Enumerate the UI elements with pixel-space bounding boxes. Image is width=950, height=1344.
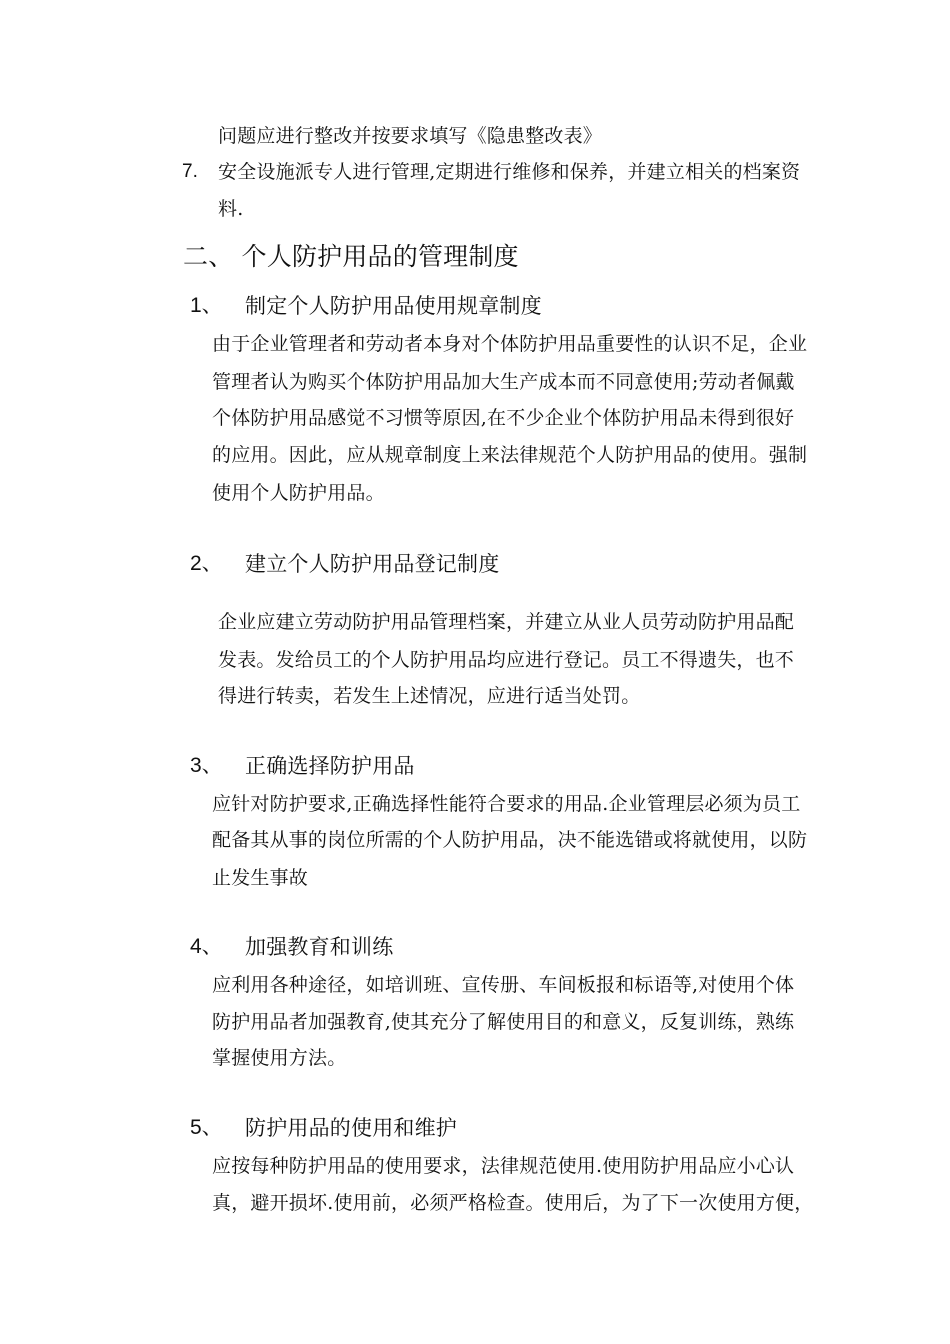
paragraph-line: 配备其从事的岗位所需的个人防护用品，决不能选错或将就使用，以防 [212,829,808,851]
paragraph-line: 防护用品者加强教育,使其充分了解使用目的和意义，反复训练，熟练 [212,1011,795,1033]
subsection-number: 1、 [190,294,223,317]
subsection-heading: 制定个人防护用品使用规章制度 [245,294,542,318]
list-item-number: 7. [182,161,198,182]
subsection-number: 5、 [190,1116,223,1139]
section-title: 二、 个人防护用品的管理制度 [183,242,519,271]
paragraph-line: 由于企业管理者和劳动者本身对个体防护用品重要性的认识不足，企业 [212,333,808,355]
paragraph-line: 止发生事故 [212,867,309,889]
paragraph-line: 发表。发给员工的个人防护用品均应进行登记。员工不得遗失，也不 [218,649,795,671]
subsection-heading: 防护用品的使用和维护 [245,1116,457,1140]
continued-text-line: 问题应进行整改并按要求填写《隐患整改表》 [218,125,603,147]
subsection-number: 2、 [190,552,223,575]
paragraph-line: 应针对防护要求,正确选择性能符合要求的用品.企业管理层必须为员工 [212,793,801,815]
paragraph-line: 的应用。因此，应从规章制度上来法律规范个人防护用品的使用。强制 [212,444,808,466]
paragraph-line: 应利用各种途径，如培训班、宣传册、车间板报和标语等,对使用个体 [212,974,795,996]
subsection-heading: 正确选择防护用品 [245,754,415,778]
paragraph-line: 应按每种防护用品的使用要求，法律规范使用.使用防护用品应小心认 [212,1155,795,1177]
subsection-heading: 加强教育和训练 [245,935,394,959]
subsection-number: 4、 [190,935,223,958]
paragraph-line: 得进行转卖，若发生上述情况，应进行适当处罚。 [218,685,641,707]
paragraph-line: 真，避开损坏.使用前，必须严格检查。使用后，为了下一次使用方便， [212,1192,814,1214]
paragraph-line: 使用个人防护用品。 [212,482,385,504]
paragraph-line: 个体防护用品感觉不习惯等原因,在不少企业个体防护用品未得到很好 [212,407,795,429]
list-item-text-line: 料. [218,198,244,220]
list-item-text-line: 安全设施派专人进行管理,定期进行维修和保养，并建立相关的档案资 [218,161,801,183]
paragraph-line: 企业应建立劳动防护用品管理档案，并建立从业人员劳动防护用品配 [218,611,795,633]
subsection-number: 3、 [190,754,223,777]
paragraph-line: 管理者认为购买个体防护用品加大生产成本而不同意使用;劳动者佩戴 [212,371,795,393]
subsection-heading: 建立个人防护用品登记制度 [245,552,500,576]
paragraph-line: 掌握使用方法。 [212,1047,347,1069]
